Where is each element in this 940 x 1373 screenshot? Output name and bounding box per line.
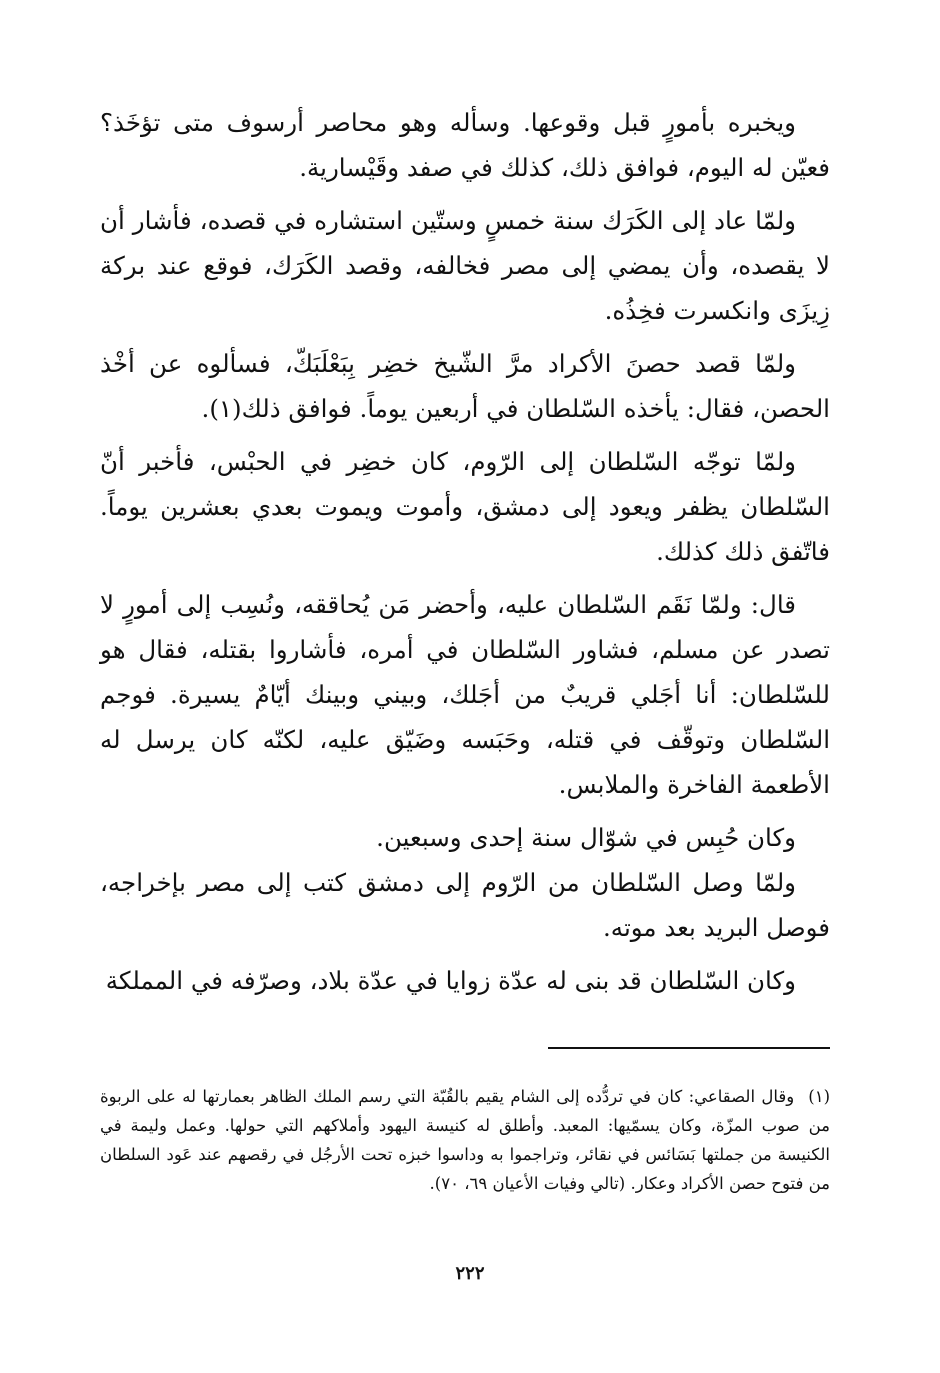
paragraph-3-end: . [201, 394, 210, 423]
page-number: ٢٢٢ [455, 1263, 485, 1284]
paragraph-5: قال: ولمّا نَقَم السّلطان عليه، وأحضر مَن يُحاققه، ونُسِب إلى أمورٍ لا تصدر عن مسلم، فشاور السّلطان في أمره، فأشاروا بقتله، فقال هو للسّلطان: أنا أجَلي قريبٌ من أجَلك، وبيني وبينك أيّامٌ يسيرة. فوجم السّلطان وتوقّف في قتله، وحَبَسه وضَيّق عليه، لكنّه كان يرسل له الأطعمة الفاخرة والملابس. [100, 590, 830, 799]
footnote-separator [548, 1047, 830, 1049]
paragraph-3 [100, 341, 830, 431]
footnote-text: وقال الصقاعي: كان في تردُّده إلى الشام يقيم بالقُبّة التي رسم الملك الظاهر بعمارتها له على الربوة من صوب المزّة، وكان يسمّيها: المعبد. وأطلق له كنيسة اليهود وأملاكهم التي حولها. وعمل وليمة في الكنيسة من جملتها بَسَائس في نقائر، وتراجموا به وداسوا خبزه تحت الأرجُل في رقصهم عند عَود السلطان من فتوح حصن الأكراد وعكار. (تالي وفيات الأعيان ٦٩، ٧٠). [100, 1087, 830, 1193]
footnote [100, 1082, 830, 1198]
paragraph-1: ويخبره بأمورٍ قبل وقوعها. وسأله وهو محاصر أرسوف متى تؤخَذ؟ فعيّن له اليوم، فوافق ذلك، كذلك في صفد وقَيْسارية. [100, 108, 830, 182]
footnote-reference[interactable]: (١) [209, 394, 242, 423]
paragraph-8: وكان السّلطان قد بنى له عدّة زوايا في عدّة بلاد، وصرّفه في المملكة [105, 966, 796, 995]
paragraph-2: ولمّا عاد إلى الكَرَك سنة خمسٍ وستّين استشاره في قصده، فأشار أن لا يقصده، وأن يمضي إلى مصر فخالفه، وقصد الكَرَك، فوقع عند بركة زِيزَى وانكسرت فخِذُه. [100, 206, 830, 325]
footnote-marker: (١) [808, 1087, 830, 1106]
paragraph-7: ولمّا وصل السّلطان من الرّوم إلى دمشق كتب إلى مصر بإخراجه، فوصل البريد بعد موته. [100, 868, 830, 942]
paragraph-6: وكان حُبِس في شوّال سنة إحدى وسبعين. [376, 823, 796, 852]
paragraph-4: ولمّا توجّه السّلطان إلى الرّوم، كان خضِر في الحبْس، فأخبر أنّ السّلطان يظفر ويعود إلى دمشق، وأموت ويموت بعدي بعشرين يوماً. فاتّفق ذلك كذلك. [100, 447, 830, 566]
paragraph-3-text: ولمّا قصد حصنَ الأكراد مرَّ الشّيخ خضِر بِبَعْلَبَكّ، فسألوه عن أخْذ الحصن، فقال: يأخذه السّلطان في أربعين يوماً. فوافق ذلك [100, 349, 830, 423]
main-text [100, 100, 830, 1011]
